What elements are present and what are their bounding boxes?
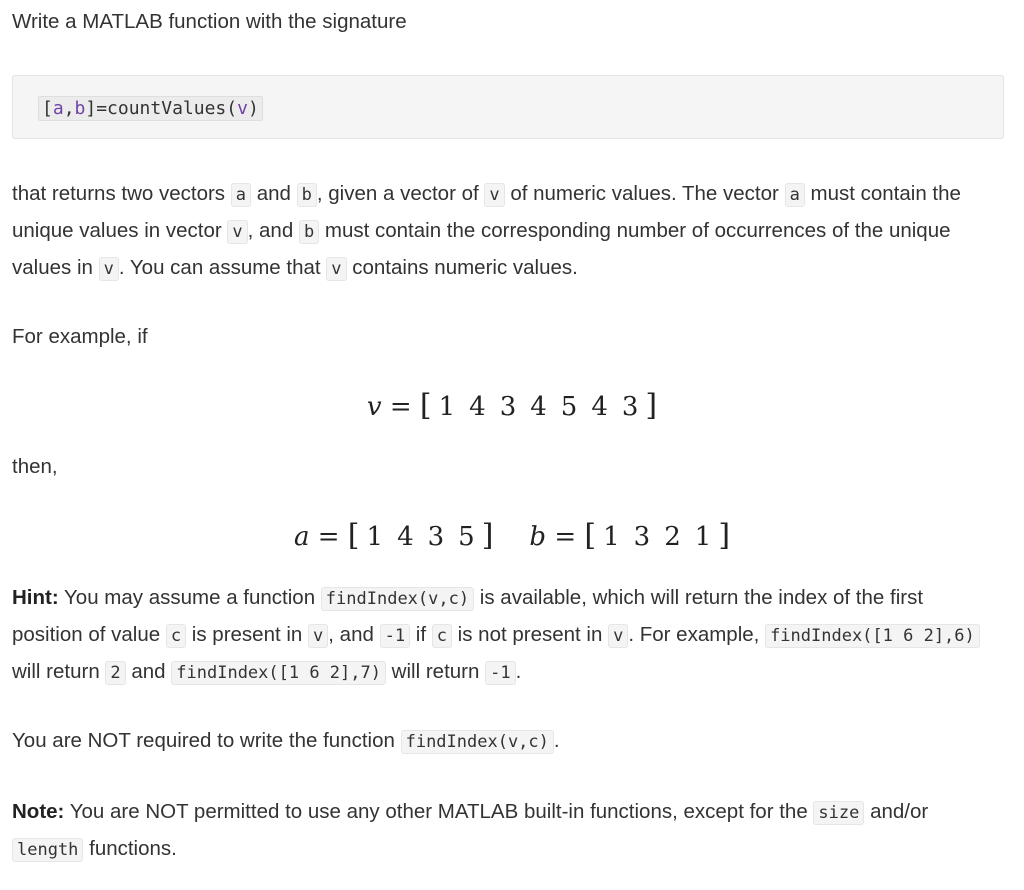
math-equation-v: v = [ 1 4 3 4 5 4 3 ]: [366, 388, 658, 423]
inline-code-findindex: findIndex(v,c): [401, 730, 554, 754]
inline-code-v: v: [326, 257, 346, 281]
inline-code-findindex-example-1: findIndex([1 6 2],6): [765, 624, 980, 648]
inline-code-length: length: [12, 838, 83, 862]
matrix-entry: 5: [560, 392, 578, 422]
matrix-entry: 3: [427, 522, 445, 552]
intro-text: Write a MATLAB function with the signature: [12, 10, 407, 33]
matrix-entry: 4: [469, 392, 486, 422]
matrix-entry: 5: [458, 522, 475, 552]
inline-code-b: b: [299, 220, 319, 244]
note-label: Note:: [12, 800, 65, 823]
inline-code-findindex: findIndex(v,c): [321, 587, 474, 611]
math-equation-a-b: a = [ 1 4 3 5 ] b = [ 1 3 2 1 ]: [293, 518, 731, 553]
inline-code-a: a: [785, 183, 805, 207]
inline-code-two: 2: [105, 661, 125, 685]
inline-code-v: v: [608, 624, 628, 648]
inline-code-a: a: [231, 183, 251, 207]
matrix-entry: 1: [438, 392, 456, 422]
inline-code-c: c: [166, 624, 186, 648]
matrix-entry: 4: [397, 522, 414, 552]
not-required-paragraph: You are NOT required to write the function findIndex(v,c) .: [12, 729, 560, 752]
inline-code-c: c: [432, 624, 452, 648]
inline-code-minus-one: -1: [485, 661, 515, 685]
matrix-entry: 2: [664, 522, 681, 552]
hint-paragraph: Hint: You may assume a function findIndex(v,c) is available, which will return the index of the first position of value c is present in v , and -1 if c is not present in v . For example, findIndex([1 6 2],6) will return 2 and findIndex([1 6 2],7) will return -1 .: [12, 580, 984, 691]
function-signature: [a,b]=countValues(v): [38, 96, 263, 121]
matrix-entry: 1: [603, 522, 620, 552]
inline-code-v: v: [99, 257, 119, 281]
inline-code-v: v: [308, 624, 328, 648]
inline-code-findindex-example-2: findIndex([1 6 2],7): [171, 661, 386, 685]
signature-code-block: [12, 75, 1004, 139]
matrix-entry: 3: [499, 392, 517, 422]
description-paragraph: that returns two vectors a and b , given a vector of v of numeric values. The vector a must contain the unique values in vector v , and b must contain the corresponding number of occurrences of the unique values in v . You can assume that v contains numeric values.: [12, 182, 961, 279]
matrix-entry: 4: [530, 392, 547, 422]
inline-code-b: b: [297, 183, 317, 207]
matrix-entry: 4: [591, 392, 608, 422]
inline-code-v: v: [227, 220, 247, 244]
inline-code-minus-one: -1: [380, 624, 410, 648]
inline-code-v: v: [484, 183, 504, 207]
for-example-text: For example, if: [12, 325, 148, 348]
matrix-entry: 3: [633, 522, 651, 552]
then-text: then,: [12, 455, 58, 478]
matrix-entry: 1: [366, 522, 384, 552]
matrix-entry: 1: [694, 522, 712, 552]
matrix-entry: 3: [621, 392, 639, 422]
note-paragraph: Note: You are NOT permitted to use any other MATLAB built-in functions, except for the size and/or length functions.: [12, 800, 929, 860]
inline-code-size: size: [813, 801, 864, 825]
hint-label: Hint:: [12, 586, 59, 609]
